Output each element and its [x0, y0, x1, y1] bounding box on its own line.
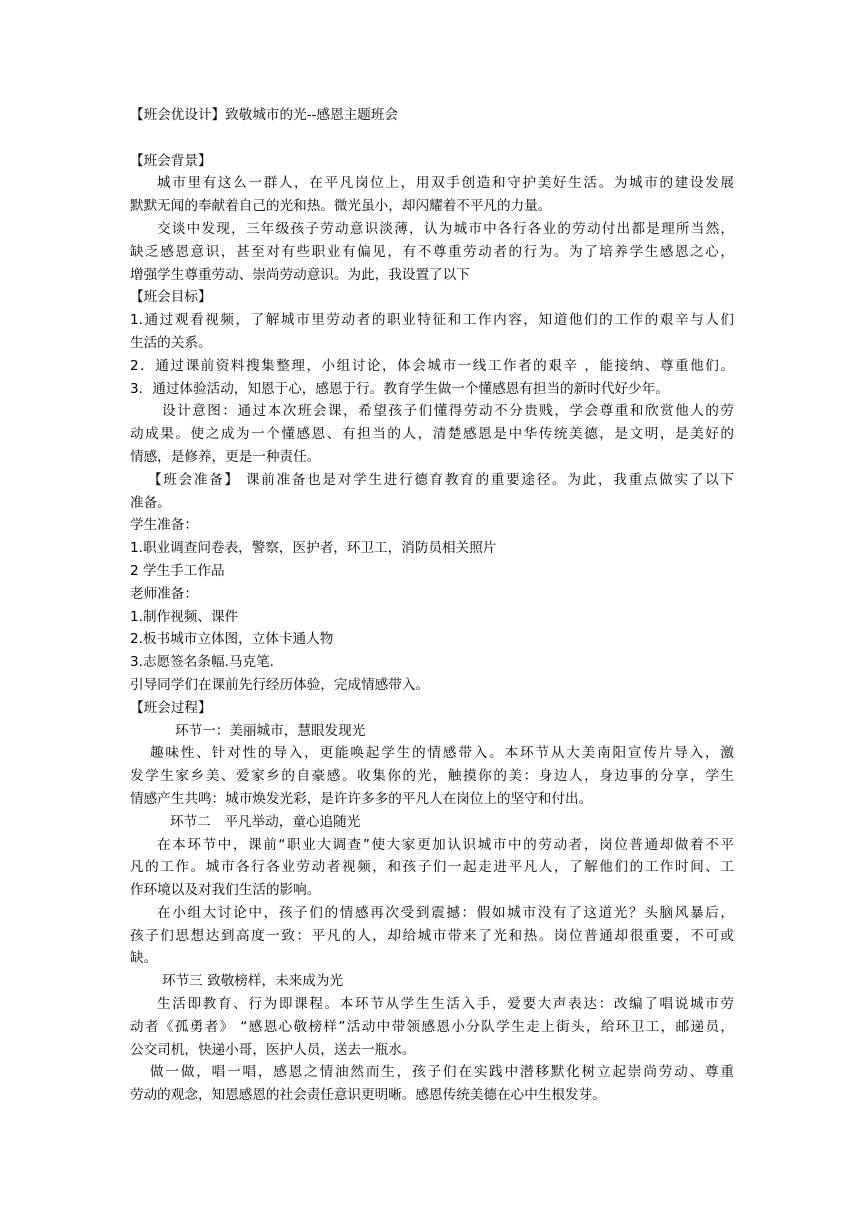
paragraph-line: 默默无闻的奉献着自己的光和热。微光虽小，却闪耀着不平凡的力量。	[130, 198, 552, 215]
list-item: 2．通过课前资料搜集整理，小组讨论，体会城市一线工作者的艰辛 ，能接纳、尊重他们。	[130, 357, 734, 374]
paragraph-line: 城市里有这么一群人，在平凡岗位上，用双手创造和守护美好生活。为城市的建设发展	[157, 175, 734, 192]
document-title: 【班会优设计】致敬城市的光--感恩主题班会	[130, 107, 399, 123]
section-heading-preparation: 【班会准备】 课前准备也是对学生进行德育教育的重要途径。为此，我重点做实了以下	[148, 471, 734, 488]
paragraph-line: 在本环节中，课前“职业大调查”使大家更加认识城市中的劳动者，岗位普通却做着不平	[157, 836, 734, 853]
paragraph-line: 发学生家乡美、爱家乡的自豪感。收集你的光，触摸你的美：身边人，身边事的分享，学生	[130, 768, 734, 785]
list-item: 1.制作视频、课件	[130, 608, 239, 625]
paragraph-line: 凡的工作。城市各行各业劳动者视频，和孩子们一起走进平凡人，了解他们的工作时间、工	[130, 859, 734, 876]
paragraph-line: 情感产生共鸣：城市焕发光彩，是许许多多的平凡人在岗位上的坚守和付出。	[130, 790, 593, 807]
list-item: 生活的关系。	[130, 334, 212, 351]
paragraph-line: 在小组大讨论中，孩子们的情感再次受到震撼：假如城市没有了这道光？头脑风暴后，	[157, 904, 734, 921]
section-heading-background: 【班会背景】	[130, 152, 212, 169]
list-item: 1.通过观看视频，了解城市里劳动者的职业特征和工作内容，知道他们的工作的艰辛与人们	[130, 312, 734, 329]
paragraph-line: 设计意图：通过本次班会课，希望孩子们懂得劳动不分贵贱，学会尊重和欣赏他人的劳	[162, 403, 734, 420]
blank-line	[130, 127, 734, 150]
document-page	[130, 104, 734, 1107]
step-heading-2: 环节二 平凡举动，童心追随光	[170, 813, 361, 830]
paragraph-line: 交谈中发现，三年级孩子劳动意识淡薄，认为城市中各行各业的劳动付出都是理所当然，	[157, 220, 734, 237]
list-item: 3．通过体验活动，知恩于心，感恩于行。教育学生做一个懂感恩有担当的新时代好少年。	[130, 380, 669, 397]
paragraph-line: 引导同学们在课前先行经历体验，完成情感带入。	[130, 676, 430, 693]
subheading-teacher-prep: 老师准备：	[130, 585, 198, 602]
paragraph-line: 缺乏感恩意识，甚至对有些职业有偏见，有不尊重劳动者的行为。为了培养学生感恩之心，	[130, 243, 734, 260]
paragraph-line: 情感，是修养，更是一种责任。	[130, 448, 321, 465]
list-item: 1.职业调查问卷表，警察，医护者，环卫工，消防员相关照片	[130, 540, 497, 557]
paragraph-line: 缺。	[130, 950, 158, 967]
paragraph-line: 作环境以及对我们生活的影响。	[130, 882, 321, 899]
list-item: 3.志愿签名条幅.马克笔.	[130, 654, 274, 671]
section-heading-goals: 【班会目标】	[130, 289, 212, 306]
paragraph-line: 动者《孤勇者》 “感恩心敬榜样”活动中带领感恩小分队学生走上街头，给环卫工，邮递员，	[130, 1018, 734, 1035]
step-heading-1: 环节一：美丽城市，慧眼发现光	[175, 722, 366, 739]
paragraph-line: 准备。	[130, 494, 171, 511]
paragraph-line: 劳动的观念，知恩感恩的社会责任意识更明晰。感恩传统美德在心中生根发芽。	[130, 1087, 606, 1104]
list-item: 2 学生手工作品	[130, 562, 225, 579]
paragraph-line: 趣味性、针对性的导入，更能唤起学生的情感带入。本环节从大美南阳宣传片导入，激	[150, 745, 734, 762]
paragraph-line: 动成果。使之成为一个懂感恩、有担当的人，清楚感恩是中华传统美德，是文明，是美好的	[130, 426, 734, 443]
paragraph-line: 公交司机，快递小哥，医护人员，送去一瓶水。	[130, 1041, 416, 1058]
paragraph-line: 生活即教育、行为即课程。本环节从学生生活入手，爱要大声表达：改编了唱说城市劳	[157, 996, 734, 1013]
paragraph-line: 孩子们思想达到高度一致：平凡的人，却给城市带来了光和热。岗位普通却很重要，不可或	[130, 927, 734, 944]
section-heading-process: 【班会过程】	[130, 699, 212, 716]
paragraph-line: 做一做，唱一唱，感恩之情油然而生，孩子们在实践中潜移默化树立起崇尚劳动、尊重	[150, 1064, 734, 1081]
list-item: 2.板书城市立体图，立体卡通人物	[130, 631, 334, 648]
subheading-student-prep: 学生准备：	[130, 517, 198, 534]
step-heading-3: 环节三 致敬榜样，未来成为光	[162, 973, 344, 990]
paragraph-line: 增强学生尊重劳动、崇尚劳动意识。为此，我设置了以下	[130, 266, 470, 283]
